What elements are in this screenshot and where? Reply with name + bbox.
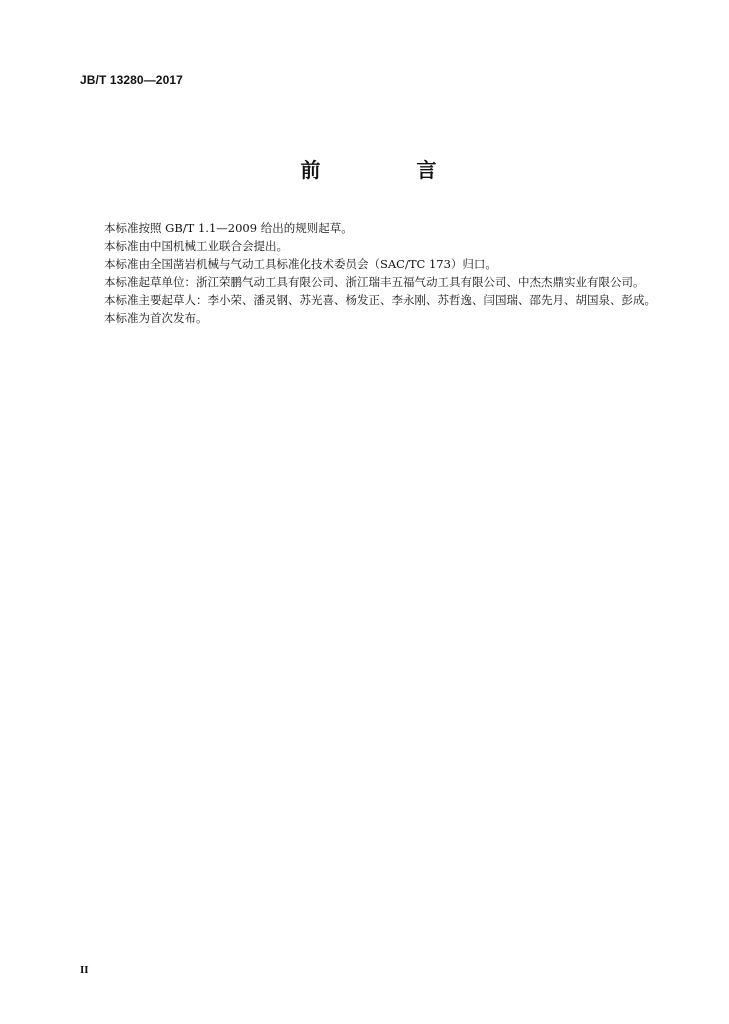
page-title: 前 言: [300, 158, 475, 182]
paragraph-drafting-units: 本标准起草单位：浙江荣鹏气动工具有限公司、浙江瑞丰五福气动工具有限公司、中杰杰鼎实业有限公司。: [104, 275, 645, 289]
paragraph-drafting-rules: 本标准按照 GB/T 1.1—2009 给出的规则起草。: [104, 221, 353, 235]
paragraph-proposer: 本标准由中国机械工业联合会提出。: [104, 239, 288, 253]
paragraph-committee: 本标准由全国凿岩机械与气动工具标准化技术委员会（SAC/TC 173）归口。: [104, 257, 497, 271]
paragraph-drafters: 本标准主要起草人：李小荣、潘灵钢、苏光喜、杨发正、李永刚、苏哲逸、闫国瑞、邵先月、胡国泉、彭成。: [104, 293, 656, 307]
standard-code: JB/T 13280—2017: [80, 73, 183, 87]
page-number: II: [80, 964, 89, 976]
foreword-body: [80, 219, 660, 327]
paragraph-first-release: 本标准为首次发布。: [104, 311, 208, 325]
